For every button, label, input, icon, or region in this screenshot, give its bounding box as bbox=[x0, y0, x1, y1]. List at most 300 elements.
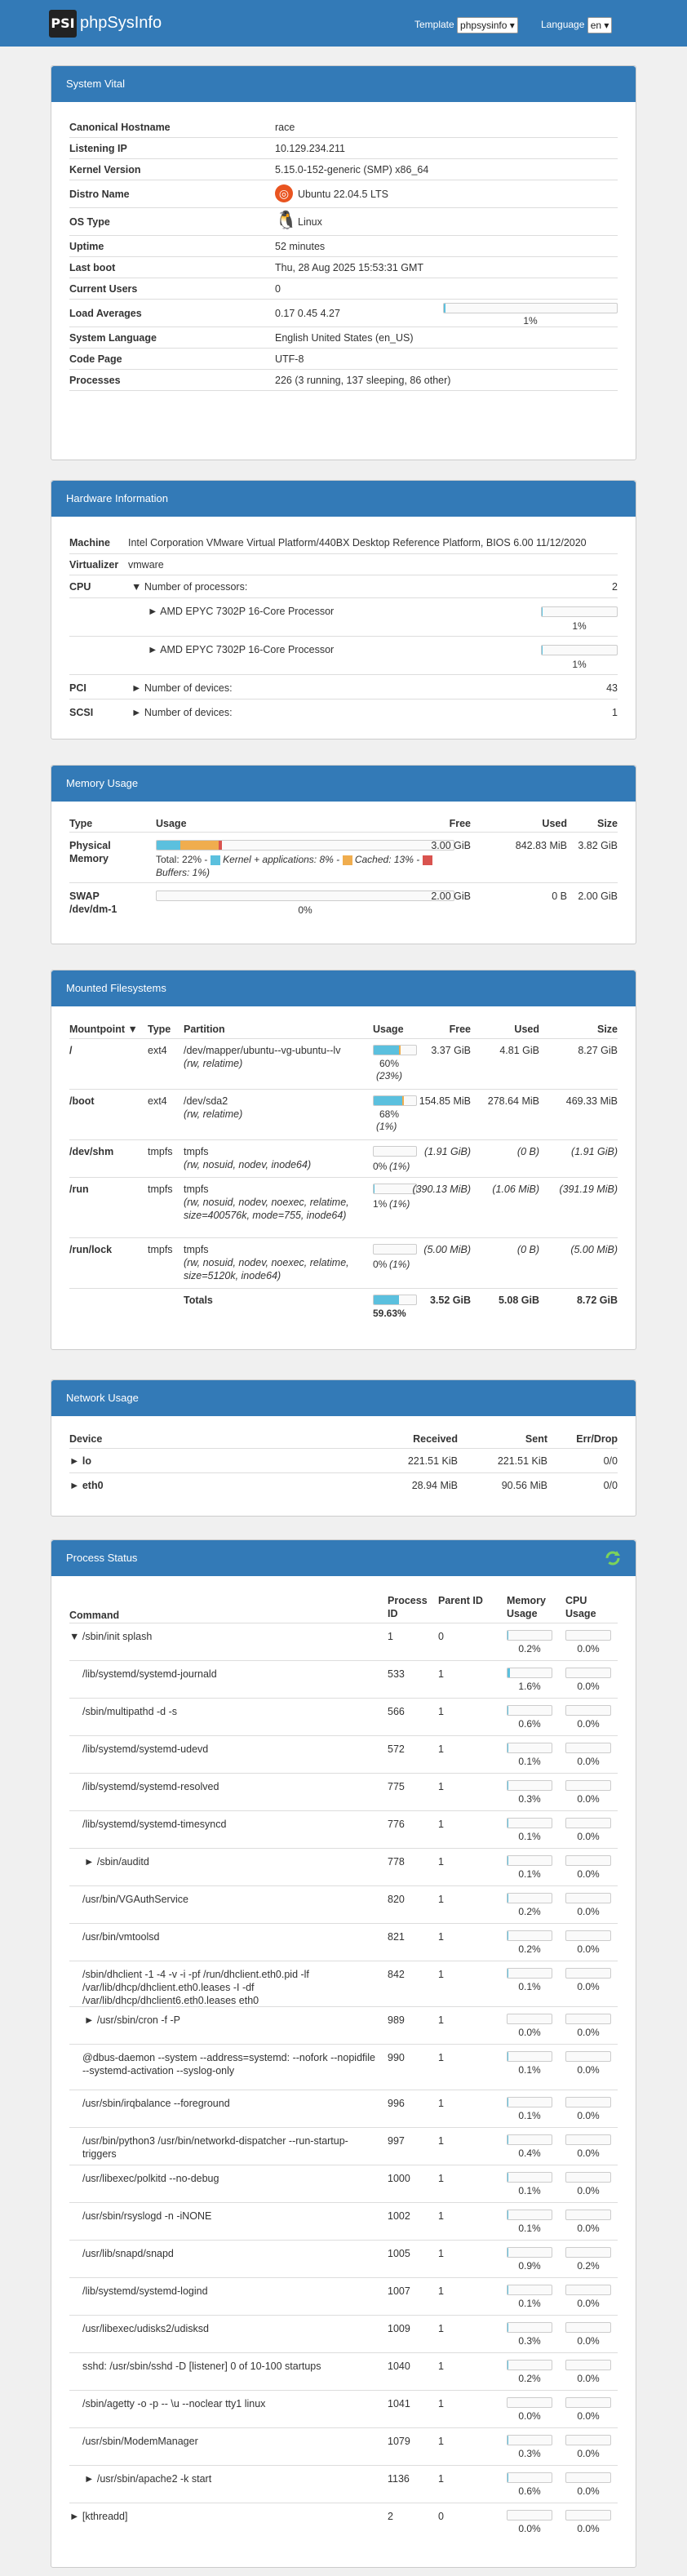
fs-usage-percent: 0% bbox=[373, 1259, 388, 1270]
process-cpu-percent: 0.0% bbox=[577, 1906, 600, 1917]
network-table bbox=[69, 1429, 618, 1511]
vital-row bbox=[69, 236, 618, 257]
cpu-load-bar bbox=[541, 606, 618, 617]
fs-type: tmpfs bbox=[148, 1184, 173, 1195]
process-cpu-bar bbox=[565, 2322, 611, 2333]
vital-label: Canonical Hostname bbox=[69, 122, 171, 133]
fs-type: ext4 bbox=[148, 1095, 167, 1107]
process-memory-percent: 0.0% bbox=[518, 2027, 541, 2038]
network-device-row[interactable] bbox=[69, 1473, 618, 1498]
process-cpu-bar bbox=[565, 1630, 611, 1641]
process-pid: 566 bbox=[388, 1706, 405, 1717]
process-ppid: 1 bbox=[438, 2361, 444, 2372]
process-pid: 1009 bbox=[388, 2323, 410, 2334]
fs-mountpoint: /run/lock bbox=[69, 1244, 113, 1255]
vital-label: Load Averages bbox=[69, 308, 142, 319]
process-row bbox=[69, 1623, 618, 1661]
fs-options: (rw, relatime) bbox=[184, 1108, 243, 1120]
filesystem-row bbox=[69, 1140, 618, 1178]
process-cpu-bar bbox=[565, 2285, 611, 2295]
process-row bbox=[69, 2090, 618, 2128]
process-cpu-bar bbox=[565, 1705, 611, 1716]
language-label: Language bbox=[541, 19, 585, 31]
process-ppid: 1 bbox=[438, 1668, 444, 1680]
vital-value: Ubuntu 22.04.5 LTS bbox=[298, 189, 388, 200]
process-pid: 996 bbox=[388, 2098, 405, 2109]
process-cpu-percent: 0.0% bbox=[577, 1793, 600, 1805]
fs-partition: tmpfs bbox=[184, 1184, 209, 1195]
network-col-header: Err/Drop bbox=[576, 1433, 618, 1445]
fs-free: (390.13 MiB) bbox=[412, 1184, 471, 1195]
physical-memory-row bbox=[69, 833, 618, 883]
process-cpu-percent: 0.0% bbox=[577, 1718, 600, 1730]
process-memory-bar bbox=[507, 2051, 552, 2062]
ubuntu-icon: ◎ bbox=[275, 184, 293, 202]
network-device-name: eth0 bbox=[82, 1480, 104, 1491]
fs-usage-bar bbox=[373, 1045, 417, 1055]
fs-free: (5.00 MiB) bbox=[423, 1244, 471, 1255]
vital-row bbox=[69, 117, 618, 138]
process-memory-bar bbox=[507, 2510, 552, 2520]
process-memory-percent: 0.0% bbox=[518, 2523, 541, 2534]
network-sent: 221.51 KiB bbox=[497, 1455, 547, 1467]
process-card bbox=[51, 1539, 636, 2568]
process-row bbox=[69, 1924, 618, 1961]
process-ppid: 0 bbox=[438, 1631, 444, 1642]
fs-size: 8.27 GiB bbox=[578, 1045, 618, 1056]
filesystems-header-row bbox=[69, 1019, 618, 1039]
process-memory-bar bbox=[507, 1818, 552, 1828]
vital-row bbox=[69, 370, 618, 391]
filesystems-header: Mounted Filesystems bbox=[51, 970, 636, 1006]
network-err-drop: 0/0 bbox=[603, 1455, 618, 1467]
network-card bbox=[51, 1379, 636, 1517]
process-ppid: 1 bbox=[438, 2323, 444, 2334]
process-pid: 1005 bbox=[388, 2248, 410, 2259]
vital-label: Listening IP bbox=[69, 143, 127, 154]
swap-free: 2.00 GiB bbox=[431, 890, 471, 902]
fs-totals-size: 8.72 GiB bbox=[576, 1295, 618, 1306]
system-vital-header: System Vital bbox=[51, 66, 636, 102]
process-memory-percent: 0.2% bbox=[518, 1943, 541, 1955]
vital-value: 226 (3 running, 137 sleeping, 86 other) bbox=[275, 375, 451, 386]
fs-used: (0 B) bbox=[516, 1146, 539, 1157]
fs-col-header: Used bbox=[514, 1024, 539, 1035]
process-cpu-bar bbox=[565, 1855, 611, 1866]
process-pid: 990 bbox=[388, 2052, 405, 2063]
process-memory-bar bbox=[507, 1780, 552, 1791]
vital-label: Current Users bbox=[69, 283, 138, 295]
network-header-row bbox=[69, 1429, 618, 1449]
fs-totals-percent: 59.63% bbox=[373, 1308, 406, 1319]
network-received: 28.94 MiB bbox=[411, 1480, 458, 1491]
process-memory-percent: 0.2% bbox=[518, 1906, 541, 1917]
process-row bbox=[69, 1961, 618, 2007]
vital-row bbox=[69, 180, 618, 208]
process-pid: 572 bbox=[388, 1743, 405, 1755]
process-ppid: 1 bbox=[438, 2473, 444, 2485]
process-memory-bar bbox=[507, 1968, 552, 1979]
linux-tux-icon: 🐧 bbox=[275, 210, 298, 230]
fs-col-header: Free bbox=[449, 1024, 471, 1035]
process-cpu-bar bbox=[565, 1893, 611, 1903]
process-memory-bar bbox=[507, 2360, 552, 2370]
process-memory-bar bbox=[507, 1668, 552, 1678]
process-memory-percent: 0.1% bbox=[518, 1981, 541, 1992]
vital-value: UTF-8 bbox=[275, 353, 304, 365]
process-pid: 989 bbox=[388, 2014, 405, 2026]
cpu-load-percent: 1% bbox=[572, 659, 587, 670]
process-memory-bar bbox=[507, 1630, 552, 1641]
fs-col-header: Usage bbox=[373, 1024, 404, 1035]
filesystem-row bbox=[69, 1090, 618, 1140]
process-ppid: 1 bbox=[438, 2210, 444, 2222]
fs-free: 154.85 MiB bbox=[419, 1095, 471, 1107]
vital-value: 52 minutes bbox=[275, 241, 326, 252]
vital-row bbox=[69, 278, 618, 300]
process-pid: 1002 bbox=[388, 2210, 410, 2222]
process-memory-percent: 0.3% bbox=[518, 2335, 541, 2347]
process-command: /lib/systemd/systemd-journald bbox=[82, 1668, 217, 1680]
vital-row bbox=[69, 300, 618, 327]
fs-usage-percent: 0% bbox=[373, 1161, 388, 1172]
process-ppid: 1 bbox=[438, 1706, 444, 1717]
process-ppid: 1 bbox=[438, 1931, 444, 1943]
fs-used: 278.64 MiB bbox=[487, 1095, 539, 1107]
process-row bbox=[69, 1811, 618, 1849]
filesystem-totals-row bbox=[69, 1289, 618, 1326]
memory-col-type: Type bbox=[69, 818, 93, 829]
process-ppid: 1 bbox=[438, 1743, 444, 1755]
process-cpu-percent: 0.0% bbox=[577, 1756, 600, 1767]
scsi-count: 1 bbox=[612, 707, 618, 718]
fs-totals-label: Totals bbox=[184, 1295, 213, 1306]
process-pid: 775 bbox=[388, 1781, 405, 1792]
fs-options: (rw, relatime) bbox=[184, 1058, 243, 1069]
process-memory-bar bbox=[507, 1893, 552, 1903]
process-memory-percent: 0.6% bbox=[518, 2485, 541, 2497]
network-device-row[interactable] bbox=[69, 1449, 618, 1473]
process-ppid: 1 bbox=[438, 1856, 444, 1868]
vital-label: Last boot bbox=[69, 262, 116, 273]
process-cpu-bar bbox=[565, 2097, 611, 2107]
fs-options: (rw, nosuid, nodev, noexec, relatime, size=5120k, inode64) bbox=[184, 1257, 349, 1281]
system-vital-card bbox=[51, 65, 636, 460]
machine-label: Machine bbox=[69, 537, 111, 549]
filesystems-card bbox=[51, 970, 636, 1350]
process-row bbox=[69, 1886, 618, 1924]
process-tree-toggle[interactable]: ► /sbin/auditd bbox=[84, 1856, 149, 1868]
process-cpu-bar bbox=[565, 1968, 611, 1979]
process-memory-bar bbox=[507, 2397, 552, 2408]
cpu-load-bar bbox=[541, 645, 618, 655]
network-device-toggle[interactable]: ► eth0 bbox=[69, 1480, 104, 1491]
network-err-drop: 0/0 bbox=[603, 1480, 618, 1491]
process-cpu-percent: 0.0% bbox=[577, 2223, 600, 2234]
vital-label: Distro Name bbox=[69, 189, 130, 200]
fs-size: (5.00 MiB) bbox=[570, 1244, 618, 1255]
physical-memory-label: Physical Memory bbox=[69, 840, 111, 864]
process-memory-percent: 0.3% bbox=[518, 1793, 541, 1805]
fs-usage-percent: 60% bbox=[379, 1058, 400, 1069]
reload-icon[interactable] bbox=[605, 1550, 621, 1566]
fs-usage-percent: 1% bbox=[373, 1198, 388, 1210]
physical-memory-bar bbox=[156, 840, 454, 851]
process-memory-bar bbox=[507, 1705, 552, 1716]
language-select[interactable]: en ▾ bbox=[587, 17, 613, 33]
process-row bbox=[69, 2278, 618, 2316]
process-ppid: 1 bbox=[438, 1781, 444, 1792]
process-pid: 778 bbox=[388, 1856, 405, 1868]
fs-totals-used: 5.08 GiB bbox=[498, 1295, 539, 1306]
process-pid: 842 bbox=[388, 1969, 405, 1980]
pci-label: PCI bbox=[69, 682, 86, 694]
swap-percent: 0% bbox=[298, 904, 312, 916]
process-cpu-percent: 0.0% bbox=[577, 2448, 600, 2459]
network-received: 221.51 KiB bbox=[407, 1455, 458, 1467]
memory-header: Memory Usage bbox=[51, 766, 636, 802]
fs-type: tmpfs bbox=[148, 1146, 173, 1157]
process-row bbox=[69, 1849, 618, 1886]
physical-memory-size: 3.82 GiB bbox=[578, 840, 618, 851]
scsi-expand-toggle[interactable]: ► Number of devices: bbox=[131, 707, 233, 718]
physical-memory-used: 842.83 MiB bbox=[515, 840, 567, 851]
process-pid: 533 bbox=[388, 1668, 405, 1680]
process-cpu-percent: 0.0% bbox=[577, 2485, 600, 2497]
swap-size: 2.00 GiB bbox=[578, 890, 618, 902]
vital-row bbox=[69, 257, 618, 278]
cpu-core-toggle[interactable]: ► AMD EPYC 7302P 16-Core Processor bbox=[148, 644, 335, 655]
process-command: /usr/sbin/irqbalance --foreground bbox=[82, 2098, 230, 2109]
process-cpu-percent: 0.0% bbox=[577, 1868, 600, 1880]
process-ppid: 1 bbox=[438, 2014, 444, 2026]
machine-value: Intel Corporation VMware Virtual Platform/440BX Desktop Reference Platform, BIOS 6.00 11/12/2020 bbox=[128, 537, 587, 549]
process-cpu-percent: 0.0% bbox=[577, 2523, 600, 2534]
process-row bbox=[69, 2428, 618, 2466]
process-cpu-bar bbox=[565, 2510, 611, 2520]
process-memory-percent: 0.0% bbox=[518, 2410, 541, 2422]
process-command: /sbin/agetty -o -p -- \u --noclear tty1 linux bbox=[82, 2398, 266, 2409]
process-memory-percent: 0.2% bbox=[518, 2373, 541, 2384]
process-memory-bar bbox=[507, 1930, 552, 1941]
process-memory-bar bbox=[507, 2285, 552, 2295]
template-selector bbox=[414, 17, 518, 33]
process-cpu-bar bbox=[565, 1818, 611, 1828]
process-command: /usr/bin/VGAuthService bbox=[82, 1894, 188, 1905]
buffers-legend-icon bbox=[423, 855, 432, 865]
mountpoint-sort-header[interactable]: Mountpoint ▼ bbox=[69, 1024, 138, 1035]
fs-size: (1.91 GiB) bbox=[571, 1146, 618, 1157]
process-cpu-percent: 0.0% bbox=[577, 2298, 600, 2309]
process-memory-bar bbox=[507, 2435, 552, 2445]
network-device-name: lo bbox=[82, 1455, 91, 1467]
vital-value: Thu, 28 Aug 2025 15:53:31 GMT bbox=[275, 262, 424, 273]
fs-inode-percent: (1%) bbox=[376, 1121, 397, 1132]
process-command: /usr/sbin/ModemManager bbox=[82, 2436, 198, 2447]
vital-row bbox=[69, 138, 618, 159]
memory-card bbox=[51, 765, 636, 944]
process-cpu-percent: 0.0% bbox=[577, 2110, 600, 2121]
filesystem-row bbox=[69, 1178, 618, 1238]
process-cpu-percent: 0.0% bbox=[577, 1981, 600, 1992]
process-row bbox=[69, 2203, 618, 2241]
fs-options: (rw, nosuid, nodev, noexec, relatime, size=400576k, mode=755, inode64) bbox=[184, 1197, 349, 1221]
process-memory-bar bbox=[507, 2097, 552, 2107]
process-pid: 1079 bbox=[388, 2436, 410, 2447]
process-memory-percent: 0.3% bbox=[518, 2448, 541, 2459]
fs-mountpoint: /dev/shm bbox=[69, 1146, 114, 1157]
process-pid: 997 bbox=[388, 2135, 405, 2147]
fs-partition: tmpfs bbox=[184, 1146, 209, 1157]
kernel-legend-icon bbox=[211, 855, 220, 865]
process-command: /usr/bin/vmtoolsd bbox=[82, 1931, 160, 1943]
vital-value: race bbox=[275, 122, 295, 133]
process-cpu-percent: 0.0% bbox=[577, 2410, 600, 2422]
fs-col-header: Type bbox=[148, 1024, 171, 1035]
cpu-core-row bbox=[69, 637, 618, 675]
fs-col-header: Partition bbox=[184, 1024, 225, 1035]
fs-used: (1.06 MiB) bbox=[492, 1184, 539, 1195]
process-memory-bar bbox=[507, 2210, 552, 2220]
process-memory-percent: 0.1% bbox=[518, 2110, 541, 2121]
fs-mountpoint: / bbox=[69, 1045, 73, 1056]
process-tree-toggle[interactable]: ▼ /sbin/init splash bbox=[69, 1631, 153, 1642]
network-device-toggle[interactable]: ► lo bbox=[69, 1455, 91, 1467]
process-ppid: 1 bbox=[438, 2173, 444, 2184]
process-memory-percent: 0.2% bbox=[518, 1643, 541, 1654]
fs-mountpoint: /run bbox=[69, 1184, 89, 1195]
cpu-load-percent: 1% bbox=[572, 620, 587, 632]
cpu-core-toggle[interactable]: ► AMD EPYC 7302P 16-Core Processor bbox=[148, 606, 335, 617]
cached-legend-icon bbox=[343, 855, 352, 865]
load-average-percent: 1% bbox=[523, 315, 538, 326]
fs-type: tmpfs bbox=[148, 1244, 173, 1255]
cpu-expand-toggle[interactable]: ▼ Number of processors: bbox=[131, 581, 248, 593]
process-memory-bar bbox=[507, 2172, 552, 2183]
process-cpu-bar bbox=[565, 2472, 611, 2483]
fs-type: ext4 bbox=[148, 1045, 167, 1056]
process-command: /usr/bin/python3 /usr/bin/networkd-dispatcher --run-startup-triggers bbox=[82, 2135, 348, 2160]
fs-used: (0 B) bbox=[516, 1244, 539, 1255]
process-row bbox=[69, 2316, 618, 2353]
swap-bar bbox=[156, 890, 454, 901]
virtualizer-value: vmware bbox=[128, 559, 164, 571]
fs-inode-percent: (1%) bbox=[389, 1161, 410, 1172]
process-memory-bar bbox=[507, 2134, 552, 2145]
fs-free: 3.37 GiB bbox=[431, 1045, 471, 1056]
vital-value: Linux bbox=[298, 216, 322, 228]
vital-value: 5.15.0-152-generic (SMP) x86_64 bbox=[275, 164, 429, 175]
process-col-header: Memory Usage bbox=[507, 1595, 546, 1619]
process-cpu-bar bbox=[565, 2014, 611, 2024]
process-memory-percent: 0.1% bbox=[518, 2064, 541, 2076]
process-ppid: 1 bbox=[438, 1819, 444, 1830]
app-title[interactable]: phpSysInfo bbox=[80, 14, 162, 32]
process-pid: 1040 bbox=[388, 2361, 410, 2372]
process-table bbox=[69, 1592, 618, 2564]
process-pid: 1136 bbox=[388, 2473, 410, 2485]
process-col-header: Command bbox=[69, 1610, 120, 1621]
cpu-processors-count: 2 bbox=[612, 581, 618, 593]
process-cpu-bar bbox=[565, 2172, 611, 2183]
process-cpu-percent: 0.0% bbox=[577, 2147, 600, 2159]
process-memory-percent: 0.9% bbox=[518, 2260, 541, 2272]
vital-label: OS Type bbox=[69, 216, 110, 228]
process-command: /sbin/multipathd -d -s bbox=[82, 1706, 178, 1717]
vital-label: System Language bbox=[69, 332, 157, 344]
vital-value: 0.17 0.45 4.27 bbox=[275, 308, 340, 319]
process-cpu-bar bbox=[565, 2210, 611, 2220]
process-memory-bar bbox=[507, 2472, 552, 2483]
process-cpu-bar bbox=[565, 1743, 611, 1753]
template-select[interactable]: phpsysinfo ▾ bbox=[457, 17, 518, 33]
top-navbar bbox=[0, 0, 687, 47]
process-tree-toggle[interactable]: ► /usr/sbin/apache2 -k start bbox=[84, 2473, 212, 2485]
fs-used: 4.81 GiB bbox=[499, 1045, 539, 1056]
process-command: /lib/systemd/systemd-timesyncd bbox=[82, 1819, 227, 1830]
fs-partition: /dev/sda2 bbox=[184, 1095, 228, 1107]
fs-inode-percent: (23%) bbox=[376, 1070, 403, 1081]
process-cpu-bar bbox=[565, 2134, 611, 2145]
fs-usage-bar bbox=[373, 1184, 417, 1194]
process-memory-percent: 0.1% bbox=[518, 2185, 541, 2196]
process-cpu-percent: 0.0% bbox=[577, 2373, 600, 2384]
process-cpu-bar bbox=[565, 2397, 611, 2408]
process-cpu-percent: 0.0% bbox=[577, 1681, 600, 1692]
process-row bbox=[69, 1736, 618, 1774]
process-ppid: 1 bbox=[438, 1894, 444, 1905]
memory-col-size: Size bbox=[596, 818, 618, 829]
process-command: /sbin/dhclient -1 -4 -v -i -pf /run/dhclient.eth0.pid -lf /var/lib/dhcp/dhclient.eth0.leases -I -df /var/lib/dhcp/dhclient6.eth0.leases eth0 bbox=[82, 1969, 309, 2006]
process-ppid: 1 bbox=[438, 2436, 444, 2447]
process-pid: 820 bbox=[388, 1894, 405, 1905]
process-ppid: 1 bbox=[438, 1969, 444, 1980]
vital-label: Processes bbox=[69, 375, 121, 386]
process-row bbox=[69, 2128, 618, 2165]
process-tree-toggle[interactable]: ► [kthreadd] bbox=[69, 2511, 128, 2522]
memory-col-used: Used bbox=[542, 818, 567, 829]
process-memory-percent: 1.6% bbox=[518, 1681, 541, 1692]
filesystem-row bbox=[69, 1039, 618, 1090]
fs-free: (1.91 GiB) bbox=[424, 1146, 471, 1157]
fs-totals-free: 3.52 GiB bbox=[429, 1295, 471, 1306]
swap-row bbox=[69, 883, 618, 926]
process-memory-bar bbox=[507, 2322, 552, 2333]
process-memory-bar bbox=[507, 1743, 552, 1753]
process-memory-percent: 0.1% bbox=[518, 2298, 541, 2309]
hardware-header: Hardware Information bbox=[51, 481, 636, 517]
process-cpu-bar bbox=[565, 2360, 611, 2370]
process-row bbox=[69, 2503, 618, 2541]
process-row bbox=[69, 2391, 618, 2428]
process-row bbox=[69, 2466, 618, 2503]
vital-row bbox=[69, 159, 618, 180]
vital-value: English United States (en_US) bbox=[275, 332, 414, 344]
process-pid: 1000 bbox=[388, 2173, 410, 2184]
process-ppid: 0 bbox=[438, 2511, 444, 2522]
process-memory-bar bbox=[507, 2014, 552, 2024]
process-tree-toggle[interactable]: ► /usr/sbin/cron -f -P bbox=[84, 2014, 180, 2026]
memory-table bbox=[69, 815, 618, 937]
vital-row bbox=[69, 327, 618, 349]
process-row bbox=[69, 2007, 618, 2045]
process-command: /usr/lib/snapd/snapd bbox=[82, 2248, 174, 2259]
process-pid: 1041 bbox=[388, 2398, 410, 2409]
process-command: /usr/sbin/rsyslogd -n -iNONE bbox=[82, 2210, 212, 2222]
pci-expand-toggle[interactable]: ► Number of devices: bbox=[131, 682, 233, 694]
vital-row bbox=[69, 349, 618, 370]
network-col-header: Received bbox=[413, 1433, 458, 1445]
